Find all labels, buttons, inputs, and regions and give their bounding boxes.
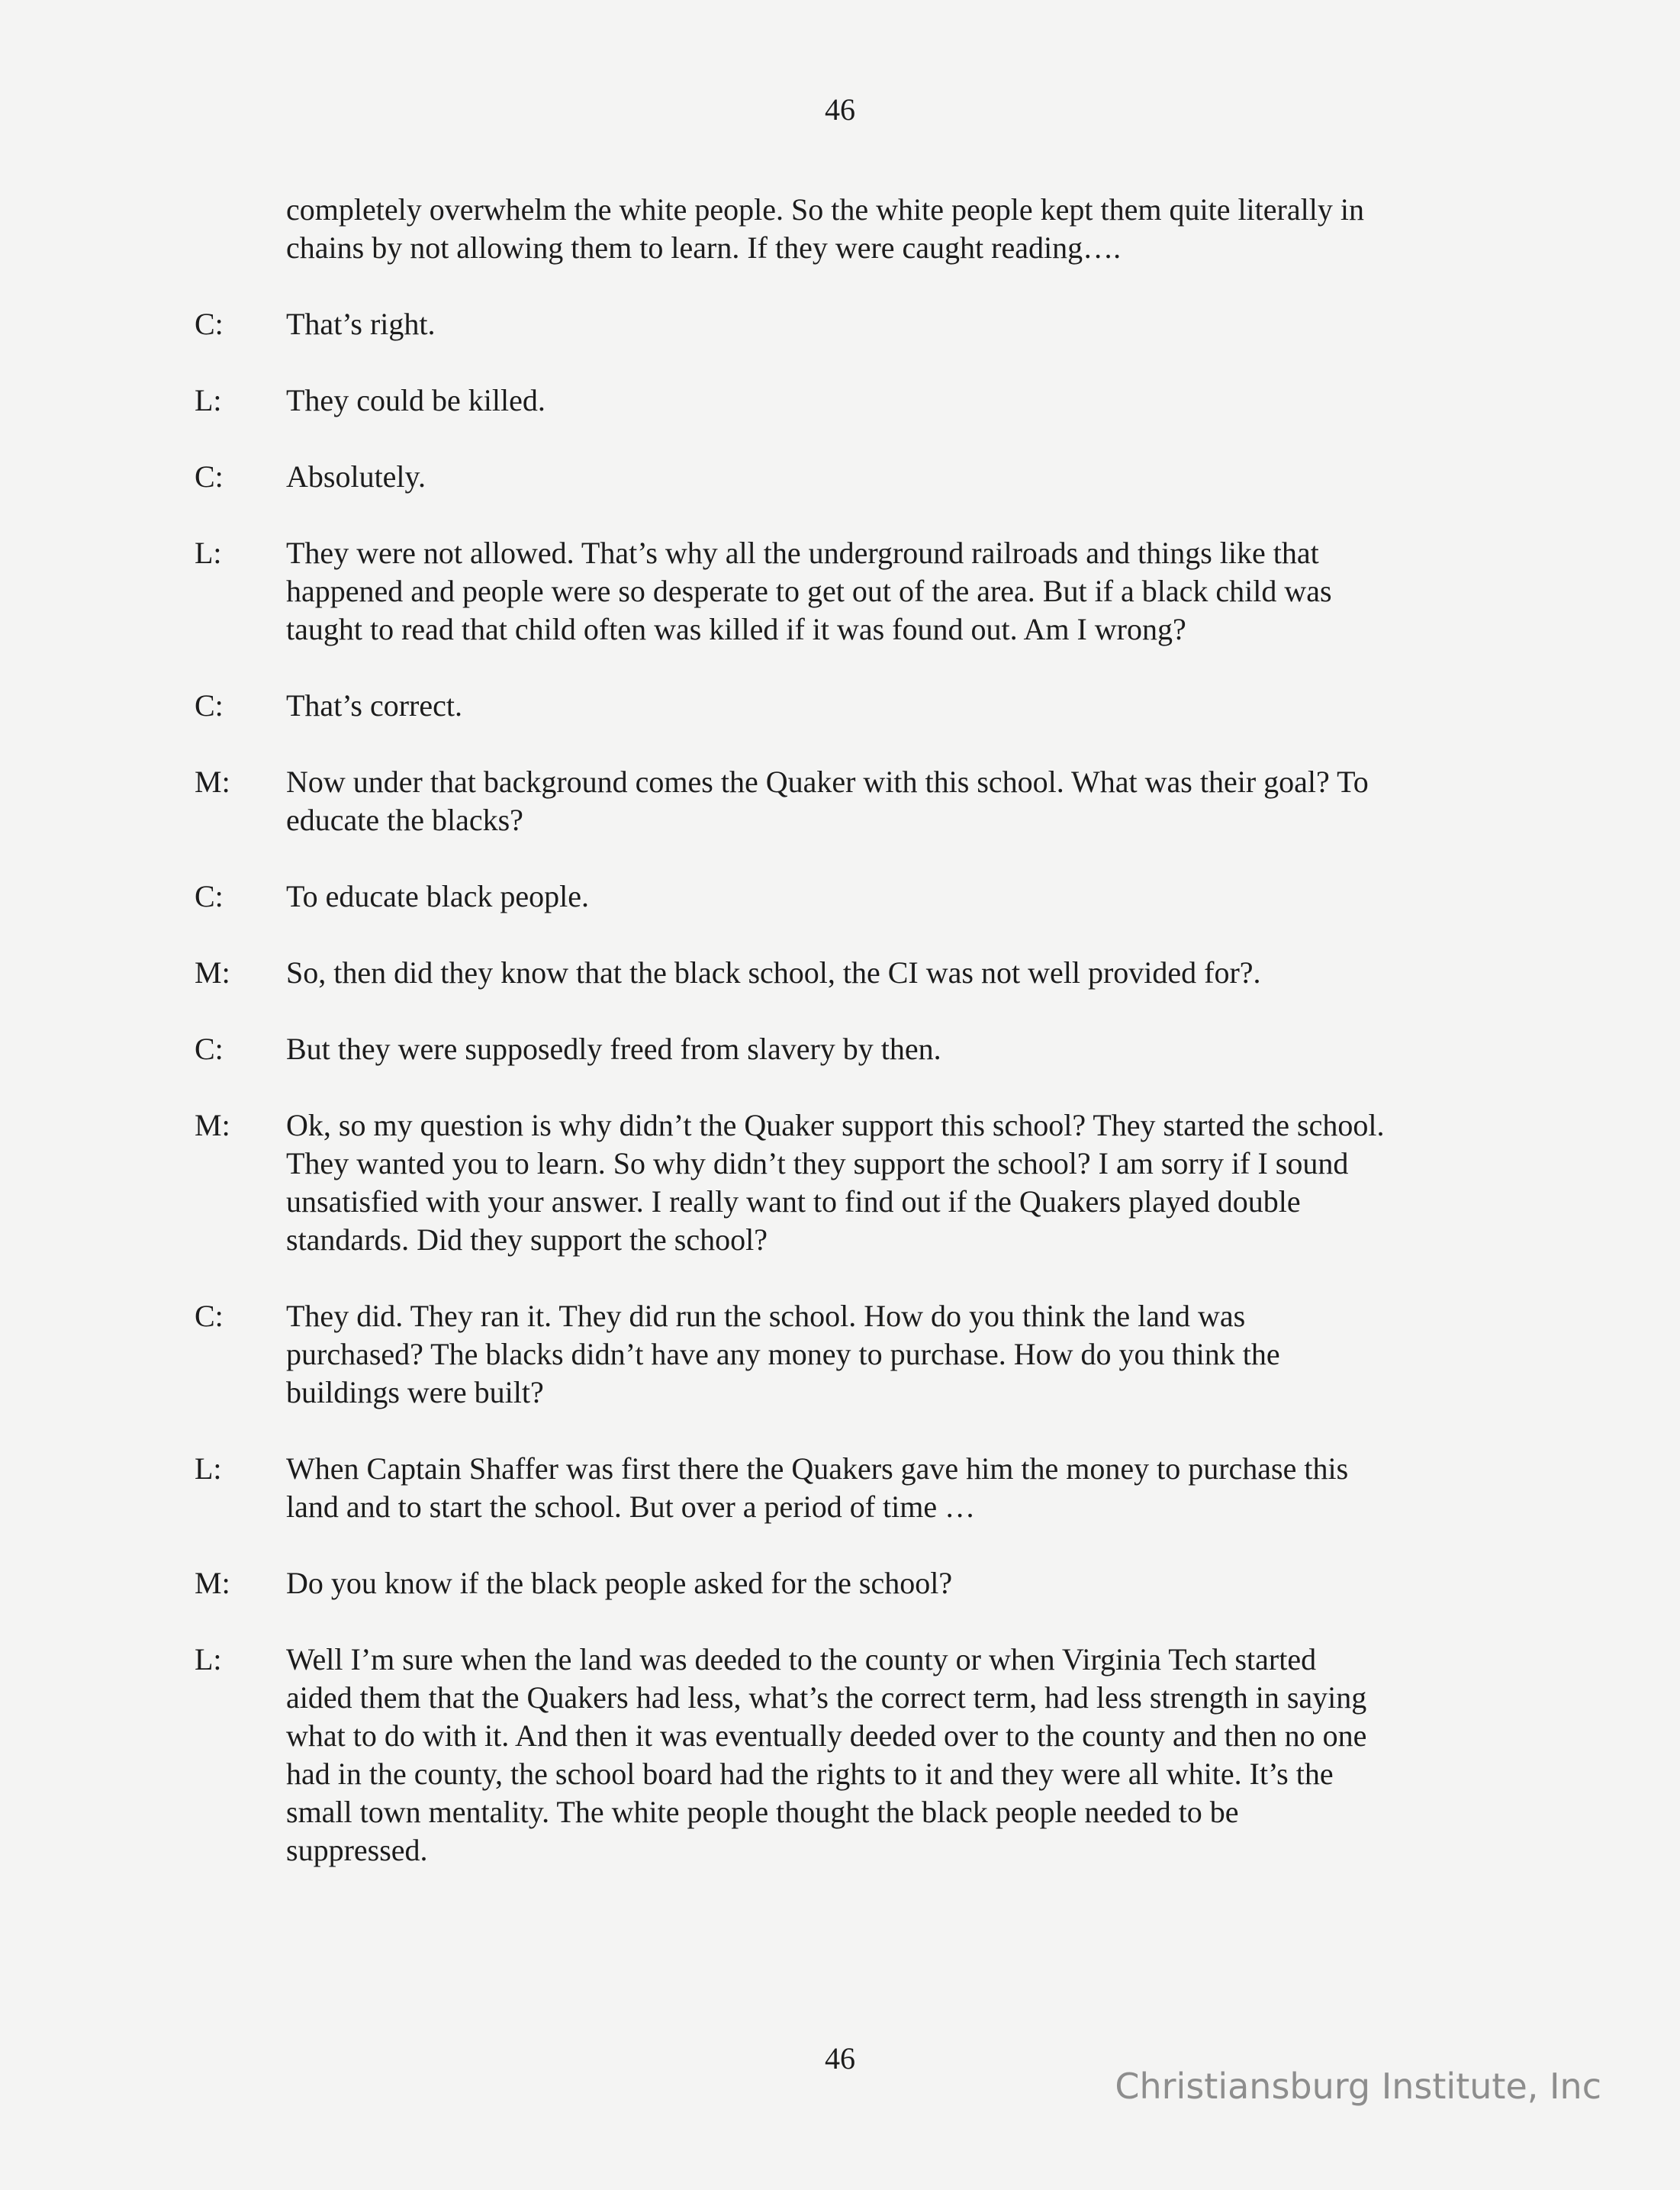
page-number-bottom: 46 xyxy=(825,2041,855,2076)
utterance-line: Well I’m sure when the land was deeded to the county or when Virginia Tech started xyxy=(286,1642,1317,1676)
utterance-line: They could be killed. xyxy=(286,383,546,417)
transcript-entry xyxy=(195,1564,1507,1602)
utterance-line: what to do with it. And then it was eventually deeded over to the county and then no one xyxy=(286,1718,1367,1753)
utterance-line: buildings were built? xyxy=(286,1375,544,1409)
speaker-label: L: xyxy=(195,536,222,570)
utterance-line: educate the blacks? xyxy=(286,803,523,837)
utterance-line: suppressed. xyxy=(286,1833,428,1867)
speaker-label: C: xyxy=(195,1299,224,1333)
utterance-line: purchased? The blacks didn’t have any money to purchase. How do you think the xyxy=(286,1337,1280,1371)
transcript-entry xyxy=(195,954,1507,992)
speaker-label: C: xyxy=(195,1032,224,1066)
utterance-line: happened and people were so desperate to get out of the area. But if a black child was xyxy=(286,574,1332,608)
utterance-line: unsatisfied with your answer. I really want to find out if the Quakers played double xyxy=(286,1184,1301,1219)
page-number-top: 46 xyxy=(825,92,855,127)
transcript-entry xyxy=(195,458,1507,496)
utterance-line: aided them that the Quakers had less, what’s the correct term, had less strength in saying xyxy=(286,1680,1367,1715)
transcript-entry xyxy=(195,763,1507,839)
utterance-line: Now under that background comes the Quaker with this school. What was their goal? To xyxy=(286,765,1369,799)
transcript xyxy=(195,191,1507,1908)
utterance-line: That’s correct. xyxy=(286,688,462,723)
transcript-entry xyxy=(195,1450,1507,1526)
transcript-entry xyxy=(195,1297,1507,1412)
utterance-line: land and to start the school. But over a period of time … xyxy=(286,1490,976,1524)
speaker-label: L: xyxy=(195,1642,222,1676)
speaker-label: M: xyxy=(195,1108,230,1142)
utterance-line: small town mentality. The white people thought the black people needed to be xyxy=(286,1795,1239,1829)
utterance-line: Ok, so my question is why didn’t the Quaker support this school? They started the school. xyxy=(286,1108,1385,1142)
speaker-label: C: xyxy=(195,307,224,341)
utterance-line: had in the county, the school board had the rights to it and they were all white. It’s the xyxy=(286,1757,1334,1791)
utterance-line: They did. They ran it. They did run the school. How do you think the land was xyxy=(286,1299,1246,1333)
utterance-line: Absolutely. xyxy=(286,459,426,494)
utterance-line: taught to read that child often was killed if it was found out. Am I wrong? xyxy=(286,612,1186,646)
transcript-entry xyxy=(195,191,1507,267)
speaker-label: L: xyxy=(195,383,222,417)
speaker-label: L: xyxy=(195,1451,222,1486)
utterance-line: They wanted you to learn. So why didn’t they support the school? I am sorry if I sound xyxy=(286,1146,1349,1180)
transcript-entry xyxy=(195,382,1507,420)
utterance-line: So, then did they know that the black school, the CI was not well provided for?. xyxy=(286,955,1261,990)
watermark: Christiansburg Institute, Inc xyxy=(1115,2066,1601,2107)
speaker-label: C: xyxy=(195,459,224,494)
speaker-label: C: xyxy=(195,688,224,723)
transcript-entry xyxy=(195,1106,1507,1259)
transcript-entry xyxy=(195,1641,1507,1870)
utterance-line: To educate black people. xyxy=(286,879,590,913)
speaker-label: M: xyxy=(195,955,230,990)
transcript-entry xyxy=(195,534,1507,649)
transcript-entry xyxy=(195,878,1507,916)
utterance-line: But they were supposedly freed from slavery by then. xyxy=(286,1032,941,1066)
transcript-entry xyxy=(195,305,1507,343)
utterance-line: completely overwhelm the white people. So the white people kept them quite literally in xyxy=(286,192,1364,227)
speaker-label: C: xyxy=(195,879,224,913)
speaker-label: M: xyxy=(195,1566,230,1600)
utterance-line: When Captain Shaffer was first there the Quakers gave him the money to purchase this xyxy=(286,1451,1349,1486)
utterance-line: chains by not allowing them to learn. If they were caught reading…. xyxy=(286,230,1122,265)
speaker-label: M: xyxy=(195,765,230,799)
utterance-line: Do you know if the black people asked for the school? xyxy=(286,1566,953,1600)
utterance-line: standards. Did they support the school? xyxy=(286,1222,768,1257)
utterance-line: They were not allowed. That’s why all the underground railroads and things like that xyxy=(286,536,1319,570)
transcript-entry xyxy=(195,1030,1507,1068)
utterance-line: That’s right. xyxy=(286,307,436,341)
transcript-entry xyxy=(195,687,1507,725)
